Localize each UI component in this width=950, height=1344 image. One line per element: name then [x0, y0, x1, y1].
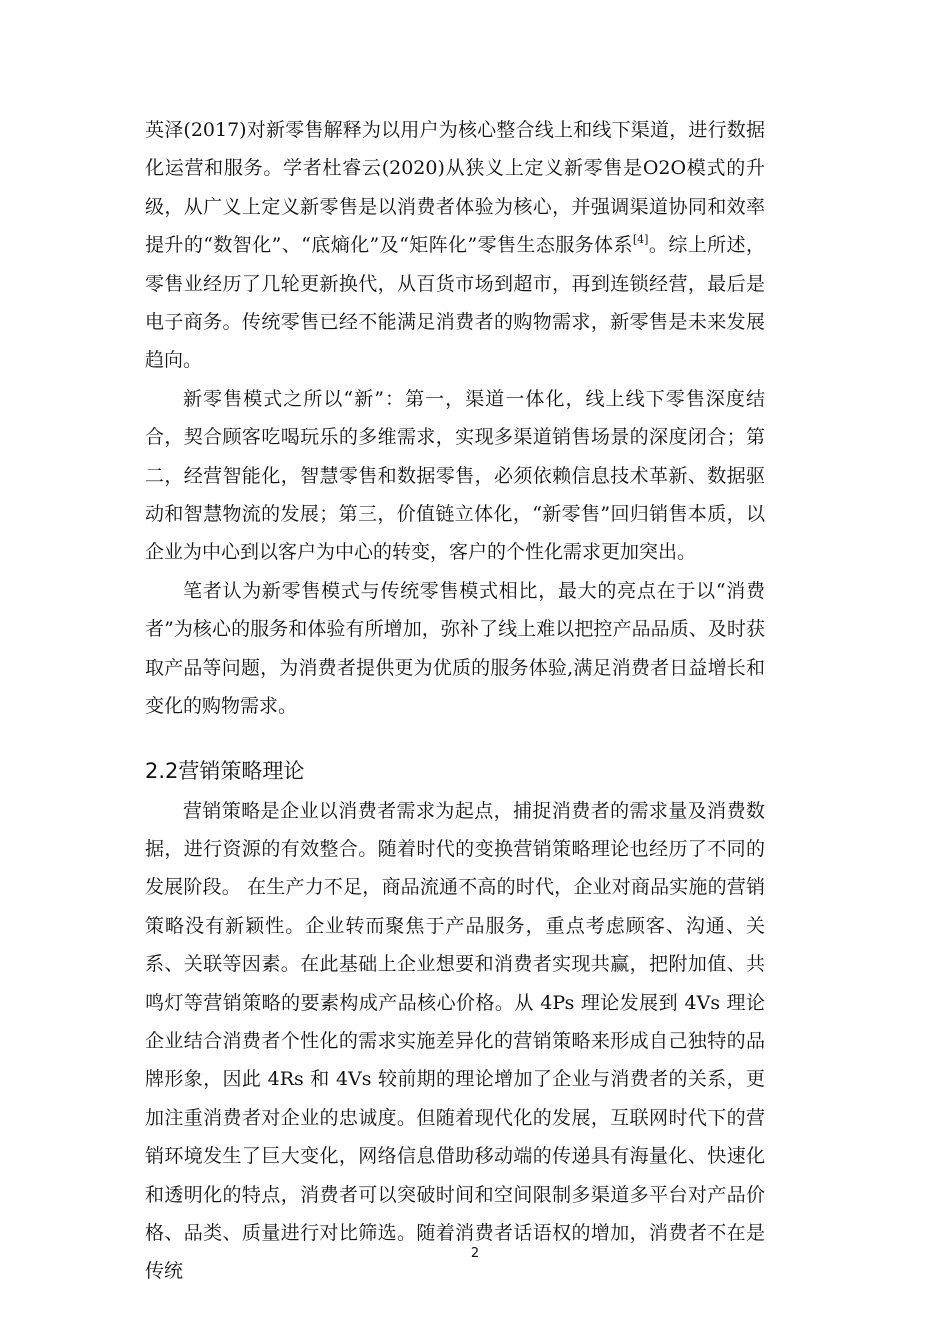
paragraph-author-view: 笔者认为新零售模式与传统零售模式相比，最大的亮点在于以“消费者”为核心的服务和体验有所增加，弥补了线上难以把控产品品质、及时获取产品等问题，为消费者提供更为优质的服务体验,满足消费者日益增长和变化的购物需求。 — [145, 579, 765, 718]
citation-reference: [4] — [632, 233, 649, 247]
document-body — [145, 111, 765, 1291]
paragraph-text: 。综上所述，零售业经历了几轮更新换代，从百货市场到超市，再到连锁经营，最后是电子商务。传统零售已经不能满足消费者的购物需求，新零售是未来发展趋向。 — [145, 234, 765, 372]
section-heading-marketing-strategy-theory: 2.2营销策略理论 — [145, 758, 305, 783]
paragraph-new-retail-features: 新零售模式之所以“新”：第一，渠道一体化，线上线下零售深度结合，契合顾客吃喝玩乐的多维需求，实现多渠道销售场景的深度闭合；第二，经营智能化，智慧零售和数据零售，必须依赖信息技术革新、数据驱动和智慧物流的发展；第三，价值链立体化，“新零售”回归销售本质，以企业为中心到以客户为中心的转变，客户的个性化需求更加突出。 — [145, 387, 765, 564]
paragraph-text: 英泽(2017)对新零售解释为以用户为核心整合线上和线下渠道，进行数据化运营和服务。学者杜睿云(2020)从狭义上定义新零售是O2O模式的升级，从广义上定义新零售是以消费者体验为核心，并强调渠道协同和效率提升的“数智化”、“底熵化”及“矩阵化”零售生态服务体系 — [145, 119, 765, 257]
paragraph-marketing-strategy: 营销策略是企业以消费者需求为起点，捕捉消费者的需求量及消费数据，进行资源的有效整合。随着时代的变换营销策略理论也经历了不同的发展阶段。 在生产力不足，商品流通不高的时代，企业对商品实施的营销策略没有新颖性。企业转而聚焦于产品服务，重点考虑顾客、沟通、关系、关联等因素。在此基础上企业想要和消费者实现共赢，把附加值、共鸣灯等营销策略的要素构成产品核心价格。从 4Ps 理论发展到 4Vs 理论企业结合消费者个性化的需求实施差异化的营销策略来形成自己独特的品牌形象，因此 4Rs 和 4Vs 较前期的理论增加了企业与消费者的关系，更加注重消费者对企业的忠诚度。但随着现代化的发展，互联网时代下的营销环境发生了巨大变化，网络信息借助移动端的传递具有海量化、快速化和透明化的特点，消费者可以突破时间和空间限制多渠道多平台对产品价格、品类、质量进行对比筛选。随着消费者话语权的增加，消费者不在是传统 — [145, 799, 765, 1283]
paragraph-new-retail-definition — [145, 111, 765, 380]
page-number: 2 — [470, 1246, 480, 1261]
